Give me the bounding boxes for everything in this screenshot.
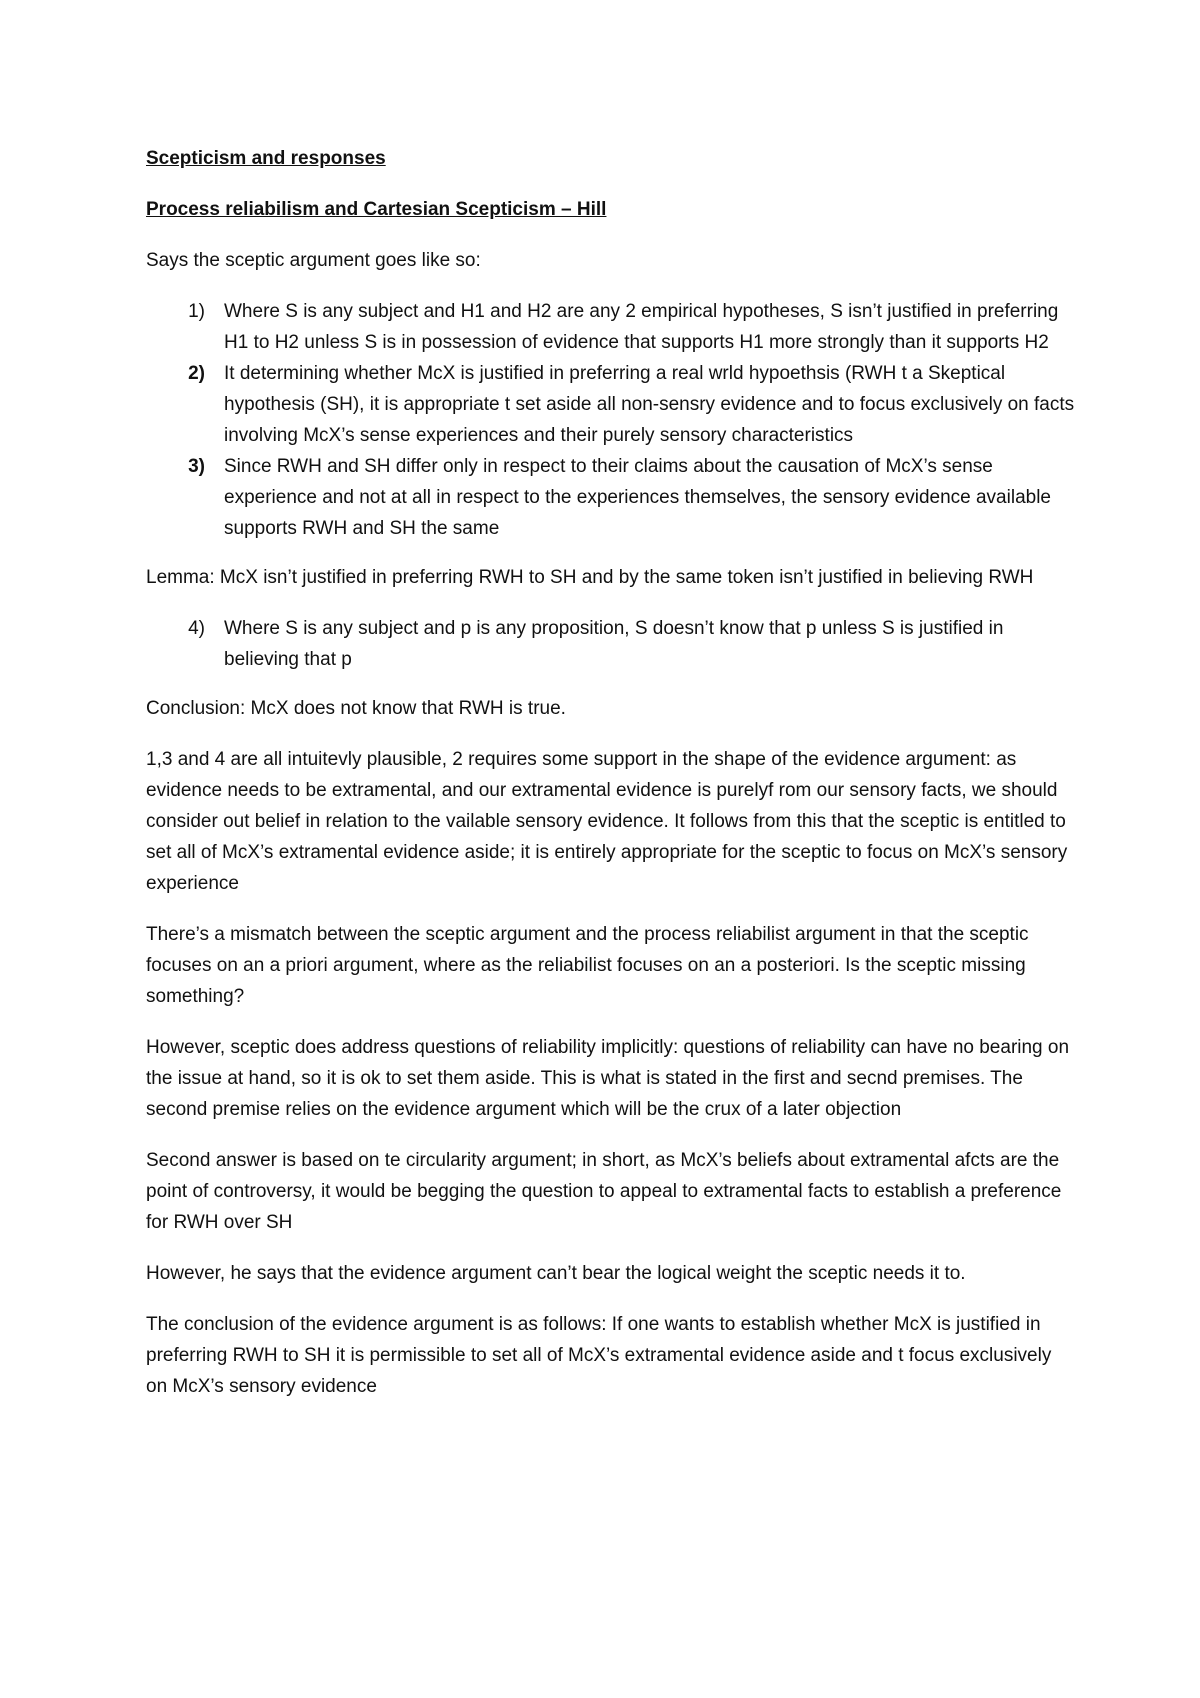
body-paragraph: 1,3 and 4 are all intuitevly plausible, 2 requires some support in the shape of the evidence argument: as evidence needs to be extramental, and our extramental evidence is purelyf rom our sensory facts, we should consider out belief in relation to the vailable sensory evidence. It follows from this that the sceptic is entitled to set all of McX’s extramental evidence aside; it is entirely appropriate for the sceptic to focus on McX’s sensory experience <box>146 749 1068 894</box>
premise-number: 3) <box>188 456 205 477</box>
body-paragraph: Second answer is based on te circularity argument; in short, as McX’s beliefs about extramental afcts are the point of controversy, it would be begging the question to appeal to extramental facts to establish a preference for RWH over SH <box>146 1150 1062 1233</box>
body-paragraph: The conclusion of the evidence argument is as follows: If one wants to establish whether McX is justified in preferring RWH to SH it is permissible to set all of McX’s extramental evidence aside and t focus exclusively on McX’s sensory evidence <box>146 1314 1052 1397</box>
premise-number: 4) <box>188 618 205 639</box>
document-body <box>146 143 1076 1422</box>
premise-list-continued <box>146 613 1076 675</box>
premise-text: Where S is any subject and H1 and H2 are any 2 empirical hypotheses, S isn’t justified in preferring H1 to H2 unless S is in possession of evidence that supports H1 more strongly than it supports H2 <box>224 301 1059 353</box>
premise-number: 1) <box>188 301 205 322</box>
intro-paragraph: Says the sceptic argument goes like so: <box>146 250 481 271</box>
premise-item <box>146 358 1076 451</box>
document-title: Scepticism and responses <box>146 148 386 169</box>
premise-text: It determining whether McX is justified in preferring a real wrld hypoethsis (RWH t a Skeptical hypothesis (SH), it is appropriate t set aside all non-sensry evidence and to focus exclusively on facts involving McX’s sense experiences and their purely sensory characteristics <box>224 363 1075 446</box>
premise-list <box>146 296 1076 544</box>
premise-item <box>146 296 1076 358</box>
section-heading: Process reliabilism and Cartesian Scepticism – Hill <box>146 199 607 220</box>
premise-text: Where S is any subject and p is any proposition, S doesn’t know that p unless S is justified in believing that p <box>224 618 1004 670</box>
premise-text: Since RWH and SH differ only in respect to their claims about the causation of McX’s sense experience and not at all in respect to the experiences themselves, the sensory evidence available supports RWH and SH the same <box>224 456 1051 539</box>
premise-item <box>146 613 1076 675</box>
body-paragraph: There’s a mismatch between the sceptic argument and the process reliabilist argument in that the sceptic focuses on an a priori argument, where as the reliabilist focuses on an a posteriori. Is the sceptic missing something? <box>146 924 1029 1007</box>
body-paragraph: However, sceptic does address questions of reliability implicitly: questions of reliability can have no bearing on the issue at hand, so it is ok to set them aside. This is what is stated in the first and secnd premises. The second premise relies on the evidence argument which will be the crux of a later objection <box>146 1037 1070 1120</box>
premise-number: 2) <box>188 363 205 384</box>
body-paragraph: However, he says that the evidence argument can’t bear the logical weight the sceptic needs it to. <box>146 1263 966 1284</box>
lemma-paragraph: Lemma: McX isn’t justified in preferring RWH to SH and by the same token isn’t justified in believing RWH <box>146 567 1034 588</box>
conclusion-paragraph: Conclusion: McX does not know that RWH is true. <box>146 698 566 719</box>
premise-item <box>146 451 1076 544</box>
